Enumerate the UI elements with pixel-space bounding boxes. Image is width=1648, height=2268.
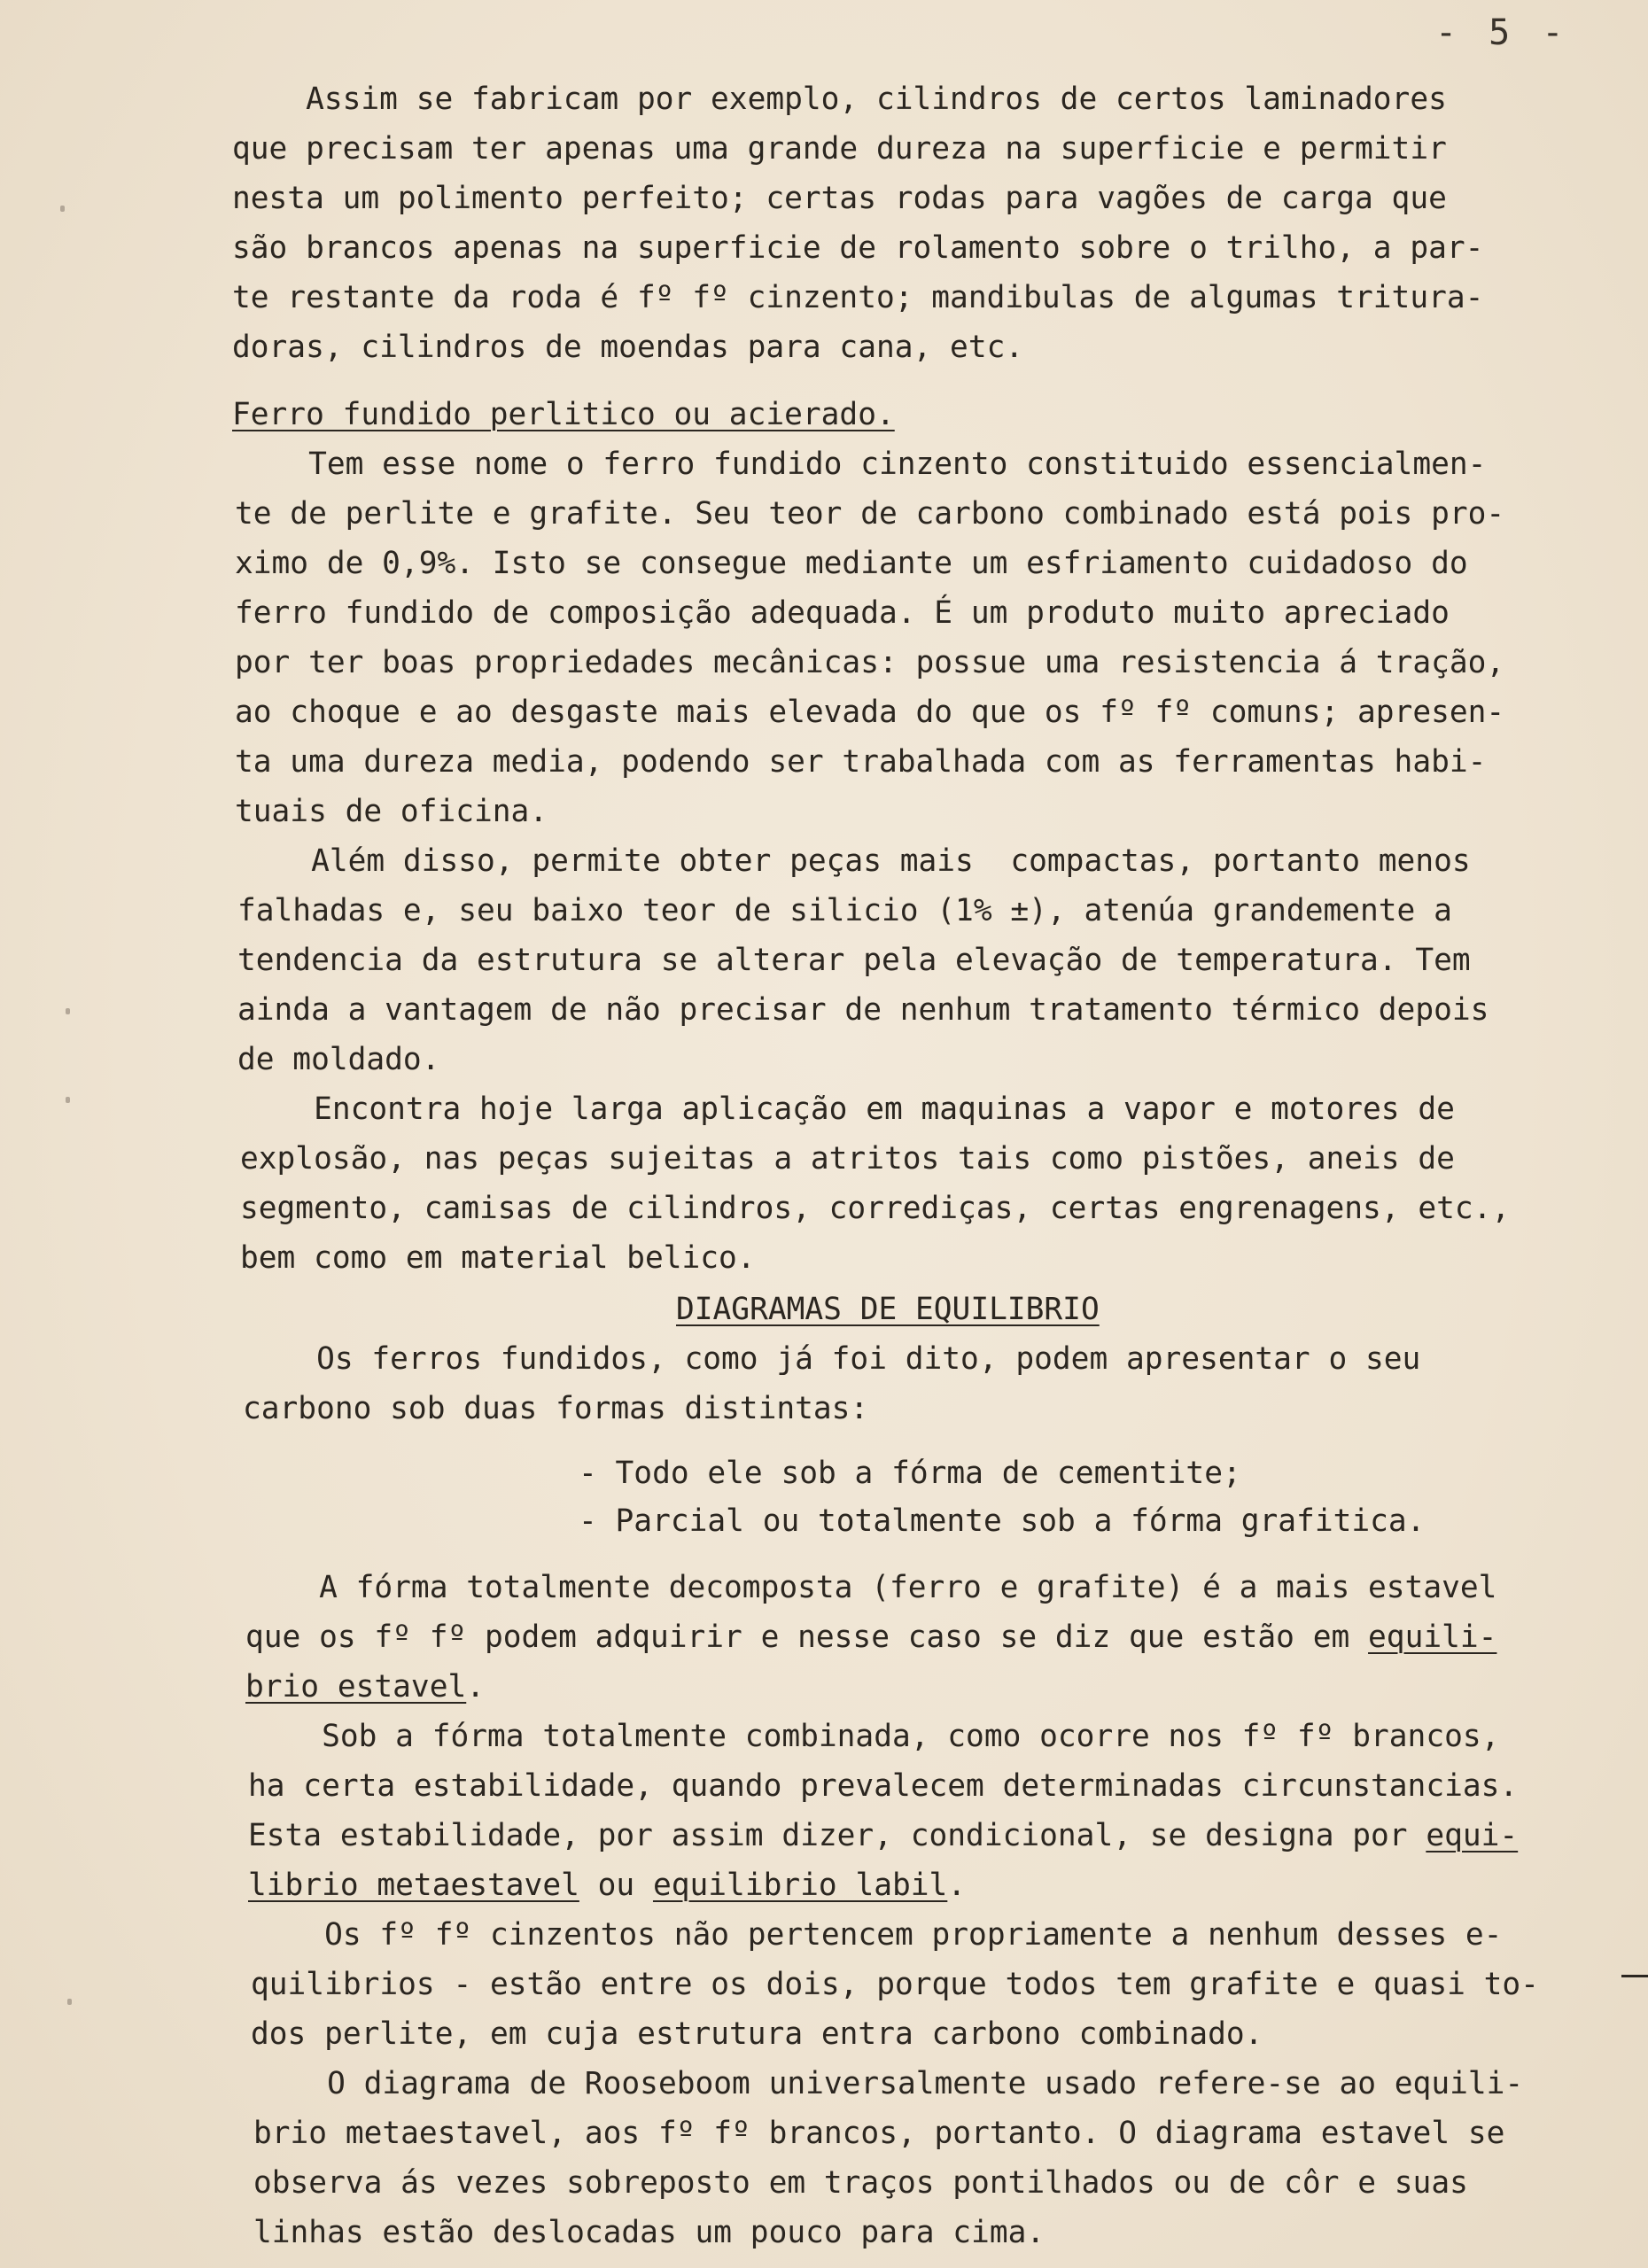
term-equilibrio-estavel-part2: brio estavel	[245, 1669, 467, 1705]
paragraph-2-line-8: tuais de oficina.	[235, 794, 548, 829]
paragraph-2-line-4: ferro fundido de composição adequada. É um produto muito apreciado	[235, 595, 1450, 631]
paragraph-5-line-2: carbono sob duas formas distintas:	[243, 1391, 869, 1426]
paragraph-6-line-2	[245, 1619, 1496, 1655]
margin-speck	[60, 206, 65, 212]
term-equilibrio-labil: equilibrio labil	[652, 1868, 948, 1903]
page-number: - 5 -	[1435, 12, 1569, 53]
paragraph-9-line-1: O diagrama de Rooseboom universalmente usado refere-se ao equili-	[253, 2066, 1524, 2101]
paragraph-8-line-1: Os fº fº cinzentos não pertencem propriamente a nenhum desses e-	[251, 1917, 1503, 1953]
paragraph-2-line-3: ximo de 0,9%. Isto se consegue mediante um esfriamento cuidadoso do	[235, 546, 1468, 581]
heading-ferro-perlitico: Ferro fundido perlitico ou acierado.	[232, 397, 895, 432]
paragraph-6-line-2-text: que os fº fº podem adquirir e nesse caso se diz que estão em	[245, 1619, 1369, 1655]
term-equilibrio-estavel-part1: equili-	[1368, 1619, 1497, 1655]
paragraph-7-line-3-text: Esta estabilidade, por assim dizer, condicional, se designa por	[248, 1818, 1426, 1853]
paragraph-9-line-2: brio metaestavel, aos fº fº brancos, portanto. O diagrama estavel se	[253, 2116, 1505, 2151]
paragraph-9-line-3: observa ás vezes sobreposto em traços pontilhados ou de côr e suas	[253, 2165, 1468, 2201]
paragraph-4-line-3: segmento, camisas de cilindros, corrediças, certas engrenagens, etc.,	[240, 1191, 1511, 1226]
paragraph-5-line-1: Os ferros fundidos, como já foi dito, podem apresentar o seu	[243, 1341, 1421, 1377]
paragraph-1-line-1: Assim se fabricam por exemplo, cilindros de certos laminadores	[232, 82, 1447, 117]
margin-speck	[66, 1097, 70, 1103]
paragraph-2-line-2: te de perlite e grafite. Seu teor de carbono combinado está pois pro-	[235, 496, 1505, 532]
paragraph-7-mid: ou	[579, 1868, 653, 1903]
paragraph-4-line-4: bem como em material belico.	[240, 1240, 756, 1276]
list-item-cementite: - Todo ele sob a fórma de cementite;	[579, 1456, 1241, 1491]
paragraph-3-line-1: Além disso, permite obter peças mais compactas, portanto menos	[237, 843, 1471, 879]
paragraph-8-line-2: quilibrios - estão entre os dois, porque todos tem grafite e quasi to-	[251, 1967, 1539, 2002]
margin-speck	[66, 1008, 70, 1014]
paragraph-7-line-3	[248, 1818, 1518, 1853]
paragraph-7-line-1: Sob a fórma totalmente combinada, como ocorre nos fº fº brancos,	[248, 1719, 1500, 1754]
paragraph-6-end: .	[466, 1669, 486, 1705]
paragraph-1-line-2: que precisam ter apenas uma grande dureza na superficie e permitir	[232, 131, 1447, 167]
paragraph-6-line-1: A fórma totalmente decomposta (ferro e grafite) é a mais estavel	[245, 1570, 1497, 1605]
paragraph-2-line-1: Tem esse nome o ferro fundido cinzento constituido essencialmen-	[235, 447, 1487, 482]
term-equilibrio-metaestavel-part1: equi-	[1426, 1818, 1519, 1853]
paragraph-1-line-6: doras, cilindros de moendas para cana, etc.	[232, 330, 1024, 365]
paragraph-8-line-3: dos perlite, em cuja estrutura entra carbono combinado.	[251, 2016, 1263, 2052]
margin-dash	[1621, 1975, 1648, 1977]
paragraph-6-line-3	[245, 1669, 485, 1705]
margin-speck	[67, 1999, 72, 2005]
paragraph-2-line-6: ao choque e ao desgaste mais elevada do que os fº fº comuns; apresen-	[235, 695, 1505, 730]
paragraph-3-line-2: falhadas e, seu baixo teor de silicio (1% ±), atenúa grandemente a	[237, 893, 1452, 928]
term-equilibrio-metaestavel-part2: librio metaestavel	[248, 1868, 579, 1903]
paragraph-4-line-1: Encontra hoje larga aplicação em maquinas a vapor e motores de	[240, 1091, 1455, 1127]
paragraph-1-line-3: nesta um polimento perfeito; certas rodas para vagões de carga que	[232, 181, 1447, 216]
paragraph-2-line-5: por ter boas propriedades mecânicas: possue uma resistencia á tração,	[235, 645, 1505, 680]
paragraph-3-line-4: ainda a vantagem de não precisar de nenhum tratamento térmico depois	[237, 992, 1489, 1028]
paragraph-4-line-2: explosão, nas peças sujeitas a atritos tais como pistões, aneis de	[240, 1141, 1455, 1177]
list-item-grafitica: - Parcial ou totalmente sob a fórma grafitica.	[579, 1503, 1426, 1539]
paragraph-2-line-7: ta uma dureza media, podendo ser trabalhada com as ferramentas habi-	[235, 744, 1487, 780]
paragraph-1-line-5: te restante da roda é fº fº cinzento; mandibulas de algumas tritura-	[232, 280, 1484, 315]
section-title-diagramas: DIAGRAMAS DE EQUILIBRIO	[676, 1292, 1100, 1327]
paragraph-1-line-4: são brancos apenas na superficie de rolamento sobre o trilho, a par-	[232, 230, 1484, 266]
paragraph-3-line-3: tendencia da estrutura se alterar pela elevação de temperatura. Tem	[237, 943, 1471, 978]
paragraph-3-line-5: de moldado.	[237, 1042, 440, 1077]
paragraph-9-line-4: linhas estão deslocadas um pouco para cima.	[253, 2215, 1046, 2250]
paragraph-7-line-2: ha certa estabilidade, quando prevalecem determinadas circunstancias.	[248, 1768, 1519, 1804]
paragraph-7-end: .	[947, 1868, 967, 1903]
paragraph-7-line-4	[248, 1868, 966, 1903]
